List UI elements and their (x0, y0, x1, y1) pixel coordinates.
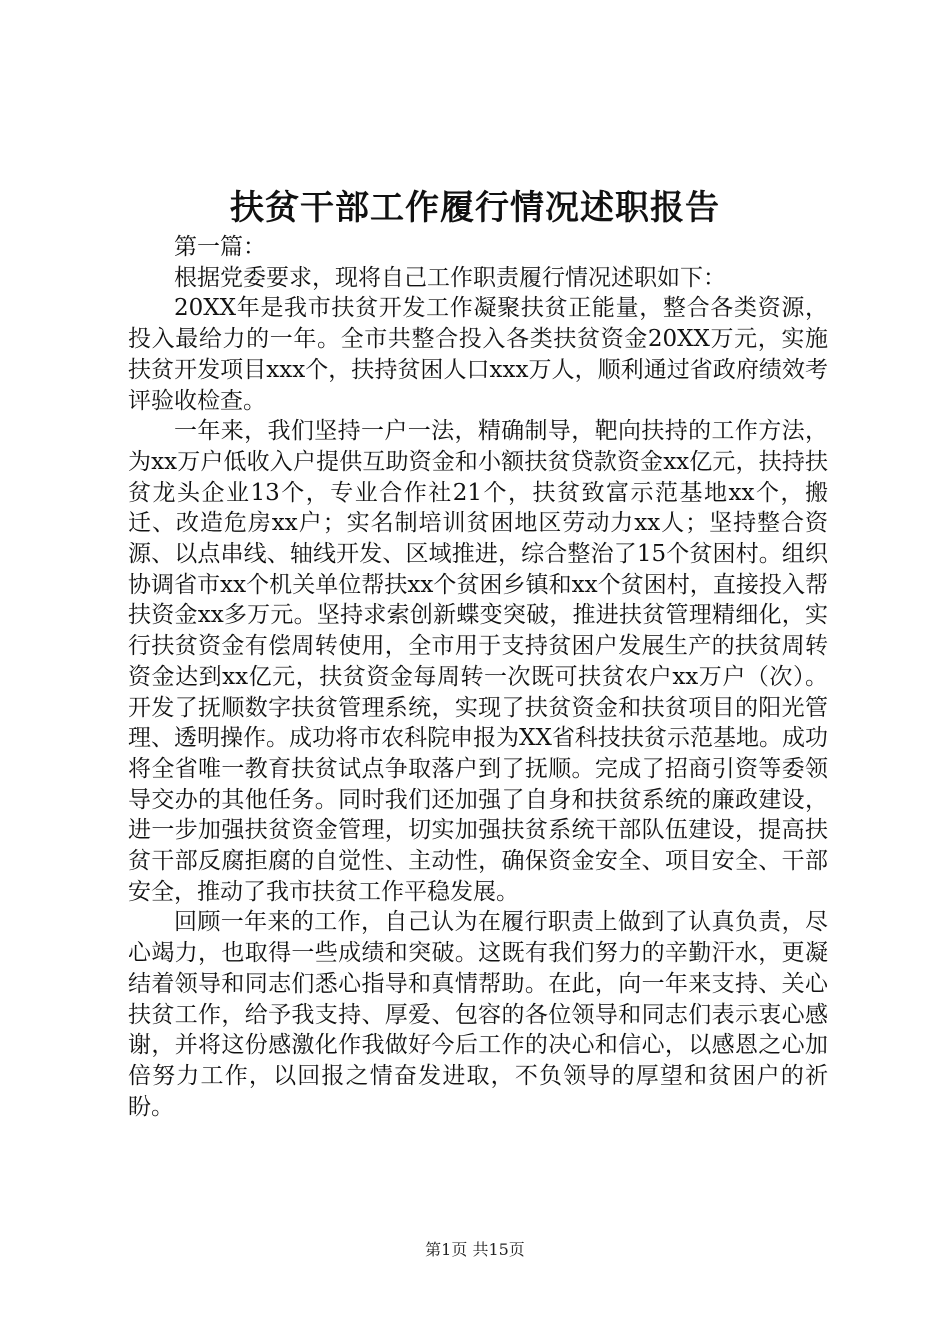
section-heading: 第一篇： (174, 234, 266, 260)
document-title: 扶贫干部工作履行情况述职报告 (230, 188, 720, 228)
paragraph-work-details: 一年来，我们坚持一户一法，精确制导，靶向扶持的工作方法，为xx万户低收入户提供互助资金和小额扶贫贷款资金xx亿元，扶持扶贫龙头企业13个，专业合作社21个，扶贫致富示范基地xx个，搬迁、改造危房xx户；实名制培训贫困地区劳动力xx人；坚持整合资源、以点串线、轴线开发、区域推进，综合整治了15个贫困村。组织协调省市xx个机关单位帮扶xx个贫困乡镇和xx个贫困村，直接投入帮扶资金xx多万元。坚持求索创新蝶变突破，推进扶贫管理精细化，实行扶贫资金有偿周转使用，全市用于支持贫困户发展生产的扶贫周转资金达到xx亿元，扶贫资金每周转一次既可扶贫农户xx万户（次）。开发了抚顺数字扶贫管理系统，实现了扶贫资金和扶贫项目的阳光管理、透明操作。成功将市农科院申报为XX省科技扶贫示范基地。成功将全省唯一教育扶贫试点争取落户到了抚顺。完成了招商引资等委领导交办的其他任务。同时我们还加强了自身和扶贫系统的廉政建设，进一步加强扶贫资金管理，切实加强扶贫系统干部队伍建设，提高扶贫干部反腐拒腐的自觉性、主动性，确保资金安全、项目安全、干部安全，推动了我市扶贫工作平稳发展。 (128, 418, 828, 905)
document-body (128, 232, 828, 1122)
page-number-footer: 第1页 共15页 (425, 1240, 525, 1259)
paragraph-overview: 20XX年是我市扶贫开发工作凝聚扶贫正能量，整合各类资源，投入最给力的一年。全市共整合投入各类扶贫资金20XX万元，实施扶贫开发项目xxx个，扶持贫困人口xxx万人，顺利通过省政府绩效考评验收检查。 (128, 295, 828, 414)
paragraph-review: 回顾一年来的工作，自己认为在履行职责上做到了认真负责，尽心竭力，也取得一些成绩和突破。这既有我们努力的辛勤汗水，更凝结着领导和同志们悉心指导和真情帮助。在此，向一年来支持、关心扶贫工作，给予我支持、厚爱、包容的各位领导和同志们表示衷心感谢，并将这份感激化作我做好今后工作的决心和信心，以感恩之心加倍努力工作，以回报之情奋发进取，不负领导的厚望和贫困户的祈盼。 (128, 909, 828, 1120)
paragraph-intro: 根据党委要求，现将自己工作职责履行情况述职如下： (174, 264, 726, 291)
